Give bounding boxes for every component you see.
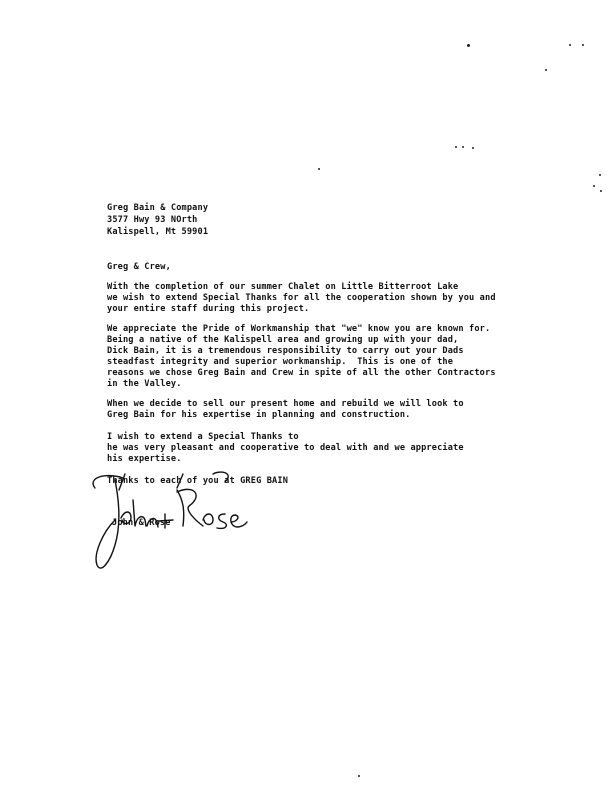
- address-line-1: Greg Bain & Company: [107, 203, 209, 213]
- paragraph-2-line: in the Valley.: [107, 379, 182, 389]
- salutation: Greg & Crew,: [107, 262, 171, 272]
- closing-line: Thanks to each of you at GREG BAIN: [107, 476, 289, 486]
- scan-speck: [472, 147, 474, 149]
- paragraph-1-line: your entire staff during this project.: [107, 304, 310, 314]
- paragraph-2-line: Dick Bain, it is a tremendous responsibility to carry out your Dads: [107, 346, 464, 356]
- scan-speck: [593, 185, 595, 187]
- address-line-3: Kalispell, Mt 59901: [107, 227, 209, 237]
- scan-speck: [462, 146, 464, 148]
- paragraph-2-line: Being a native of the Kalispell area and growing up with your dad,: [107, 335, 459, 345]
- paragraph-2-line: We appreciate the Pride of Workmanship that "we" know you are known for.: [107, 324, 491, 334]
- paragraph-1-line: With the completion of our summer Chalet on Little Bitterroot Lake: [107, 282, 459, 292]
- address-line-2: 3577 Hwy 93 NOrth: [107, 215, 198, 225]
- paragraph-2-line: steadfast integrity and superior workmanship. This is one of the: [107, 357, 454, 367]
- paragraph-3-line: When we decide to sell our present home and rebuild we will look to: [107, 399, 464, 409]
- scan-speck: [600, 190, 602, 192]
- paragraph-1-line: we wish to extend Special Thanks for all the cooperation shown by you and: [107, 293, 496, 303]
- paragraph-4-line: he was very pleasant and cooperative to deal with and we appreciate: [107, 443, 464, 453]
- scan-speck: [582, 44, 584, 46]
- scan-speck: [455, 146, 457, 148]
- signer-name: John & Rose: [112, 518, 171, 528]
- paragraph-4-line: his expertise.: [107, 454, 182, 464]
- scan-speck: [545, 69, 547, 71]
- scan-speck: [467, 44, 470, 47]
- paragraph-2-line: reasons we chose Greg Bain and Crew in spite of all the other Contractors: [107, 368, 496, 378]
- paragraph-3-line: Greg Bain for his expertise in planning and construction.: [107, 410, 411, 420]
- paragraph-4-line: I wish to extend a Special Thanks to: [107, 432, 299, 442]
- scan-speck: [569, 44, 571, 46]
- scan-speck: [358, 775, 360, 777]
- scan-speck: [318, 168, 320, 170]
- scan-speck: [599, 174, 601, 176]
